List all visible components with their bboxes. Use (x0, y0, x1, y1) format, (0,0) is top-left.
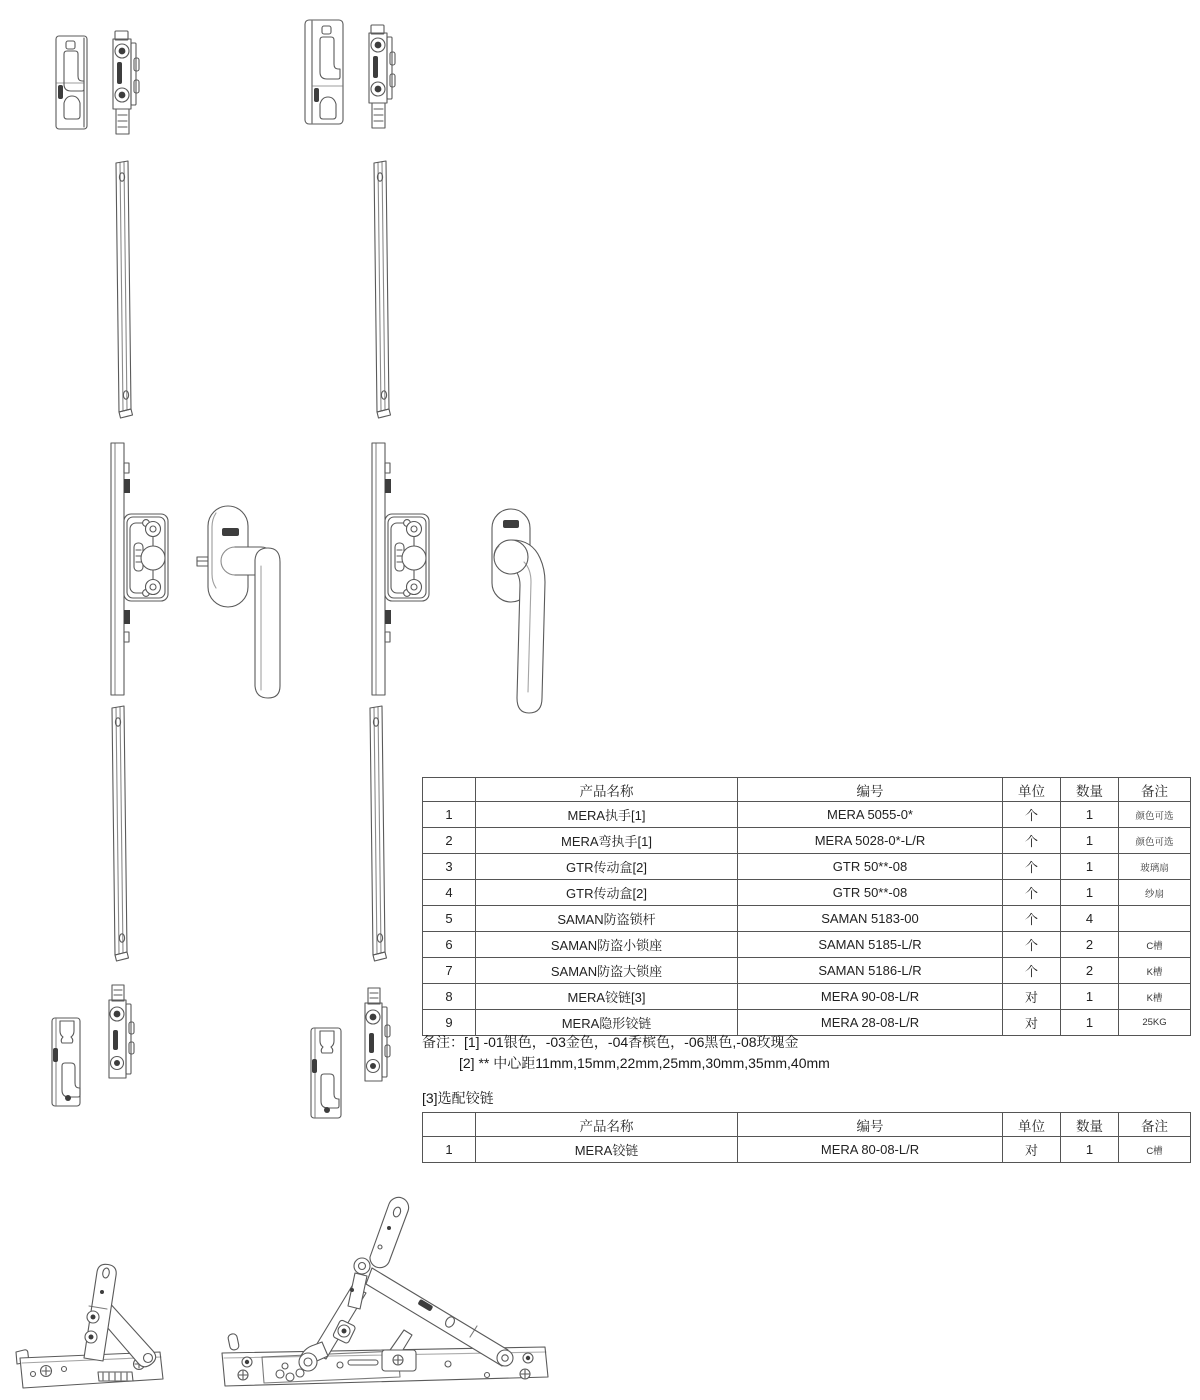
column-header: 单位 (1003, 1113, 1061, 1137)
column-header: 数量 (1061, 778, 1119, 802)
table-cell: MERA弯执手[1] (476, 828, 738, 854)
table-cell: 1 (423, 802, 476, 828)
table-cell: MERA执手[1] (476, 802, 738, 828)
table-cell: 6 (423, 932, 476, 958)
table-row (423, 828, 1191, 854)
parts-table-header-row (423, 778, 1191, 802)
table-cell: 个 (1003, 958, 1061, 984)
column-header: 备注 (1119, 1113, 1191, 1137)
table-cell: MERA 5028-0*-L/R (738, 828, 1003, 854)
table-cell: MERA铰链[3] (476, 984, 738, 1010)
window-handle-drawing-right (492, 509, 545, 713)
table-cell: 个 (1003, 802, 1061, 828)
column-header: 单位 (1003, 778, 1061, 802)
table-row (423, 854, 1191, 880)
window-handle-drawing-left (197, 506, 280, 698)
table-cell: 4 (1061, 906, 1119, 932)
table-cell: MERA 90-08-L/R (738, 984, 1003, 1010)
table-cell: K槽 (1119, 984, 1191, 1010)
table-cell: 7 (423, 958, 476, 984)
table-cell: K槽 (1119, 958, 1191, 984)
table-cell: C槽 (1119, 932, 1191, 958)
table-cell (1119, 906, 1191, 932)
column-header: 编号 (738, 1113, 1003, 1137)
column-header (423, 1113, 476, 1137)
table-cell: 3 (423, 854, 476, 880)
table-cell: 玻璃扇 (1119, 854, 1191, 880)
table-cell: 颜色可选 (1119, 828, 1191, 854)
gearbox-drawing-left (111, 443, 168, 695)
table-cell: MERA 28-08-L/R (738, 1010, 1003, 1036)
table-cell: GTR传动盒[2] (476, 854, 738, 880)
table-row (423, 880, 1191, 906)
parts-table (422, 777, 1191, 1036)
friction-hinge-drawing-large (222, 1197, 548, 1386)
table-cell: 颜色可选 (1119, 802, 1191, 828)
table-row (423, 906, 1191, 932)
table-cell: 对 (1003, 1010, 1061, 1036)
table-cell: MERA隐形铰链 (476, 1010, 738, 1036)
table-cell: 4 (423, 880, 476, 906)
table-cell: 5 (423, 906, 476, 932)
lock-rod-drawing-upper-right (374, 161, 391, 418)
table-cell: MERA 80-08-L/R (738, 1137, 1003, 1163)
table-cell: 个 (1003, 828, 1061, 854)
table-cell: 25KG (1119, 1010, 1191, 1036)
table-cell: 1 (1061, 802, 1119, 828)
table-cell: 1 (1061, 984, 1119, 1010)
anti-theft-keeper-drawing-top-left (56, 36, 87, 129)
table-cell: SAMAN 5186-L/R (738, 958, 1003, 984)
table-cell: 对 (1003, 984, 1061, 1010)
column-header: 产品名称 (476, 1113, 738, 1137)
table-cell: 对 (1003, 1137, 1061, 1163)
anti-theft-lock-bolt-drawing-lower-right (365, 988, 390, 1081)
table-cell: 2 (423, 828, 476, 854)
table-cell: SAMAN防盗小锁座 (476, 932, 738, 958)
table-cell: GTR传动盒[2] (476, 880, 738, 906)
optional-hinge-table (422, 1112, 1191, 1163)
table-row (423, 958, 1191, 984)
column-header: 备注 (1119, 778, 1191, 802)
anti-theft-lock-bolt-drawing-top-left (113, 31, 139, 134)
table-cell: C槽 (1119, 1137, 1191, 1163)
lock-rod-drawing-lower-right (370, 706, 387, 961)
table-cell: 个 (1003, 906, 1061, 932)
anti-theft-lock-bolt-drawing-top-right (369, 25, 395, 128)
column-header: 产品名称 (476, 778, 738, 802)
friction-hinge-drawing-small (16, 1264, 163, 1388)
table-cell: 1 (1061, 880, 1119, 906)
lock-rod-drawing-lower-left (112, 706, 129, 961)
remark-note-line2: [2] ** 中心距11mm,15mm,22mm,25mm,30mm,35mm,40mm (459, 1055, 830, 1071)
table-cell: 1 (423, 1137, 476, 1163)
table-cell: 个 (1003, 854, 1061, 880)
table-cell: 2 (1061, 932, 1119, 958)
column-header (423, 778, 476, 802)
optional-table-header-row (423, 1113, 1191, 1137)
gearbox-drawing-right (372, 443, 429, 695)
remark-note-line1: 备注：[1] -01银色，-03金色，-04香槟色，-06黑色,-08玫瑰金 (422, 1034, 799, 1050)
table-cell: SAMAN 5183-00 (738, 906, 1003, 932)
column-header: 编号 (738, 778, 1003, 802)
table-cell: GTR 50**-08 (738, 880, 1003, 906)
table-cell: 2 (1061, 958, 1119, 984)
table-row (423, 802, 1191, 828)
table-cell: MERA 5055-0* (738, 802, 1003, 828)
anti-theft-keeper-drawing-lower-left (52, 1018, 80, 1106)
table-cell: GTR 50**-08 (738, 854, 1003, 880)
table-cell: 1 (1061, 828, 1119, 854)
anti-theft-keeper-drawing-top-right (305, 20, 343, 124)
anti-theft-keeper-drawing-lower-right (311, 1028, 341, 1118)
optional-hinge-label: [3]选配铰链 (422, 1090, 494, 1106)
table-cell: 纱扇 (1119, 880, 1191, 906)
table-cell: 1 (1061, 1010, 1119, 1036)
table-cell: SAMAN防盗大锁座 (476, 958, 738, 984)
table-row (423, 932, 1191, 958)
anti-theft-lock-bolt-drawing-lower-left (109, 985, 134, 1078)
lock-rod-drawing-upper-left (116, 161, 133, 418)
table-row (423, 1137, 1191, 1163)
table-cell: MERA铰链 (476, 1137, 738, 1163)
table-row (423, 984, 1191, 1010)
table-cell: SAMAN防盗锁杆 (476, 906, 738, 932)
table-cell: 个 (1003, 880, 1061, 906)
table-cell: SAMAN 5185-L/R (738, 932, 1003, 958)
table-cell: 个 (1003, 932, 1061, 958)
table-cell: 8 (423, 984, 476, 1010)
column-header: 数量 (1061, 1113, 1119, 1137)
table-cell: 1 (1061, 854, 1119, 880)
table-cell: 9 (423, 1010, 476, 1036)
table-cell: 1 (1061, 1137, 1119, 1163)
